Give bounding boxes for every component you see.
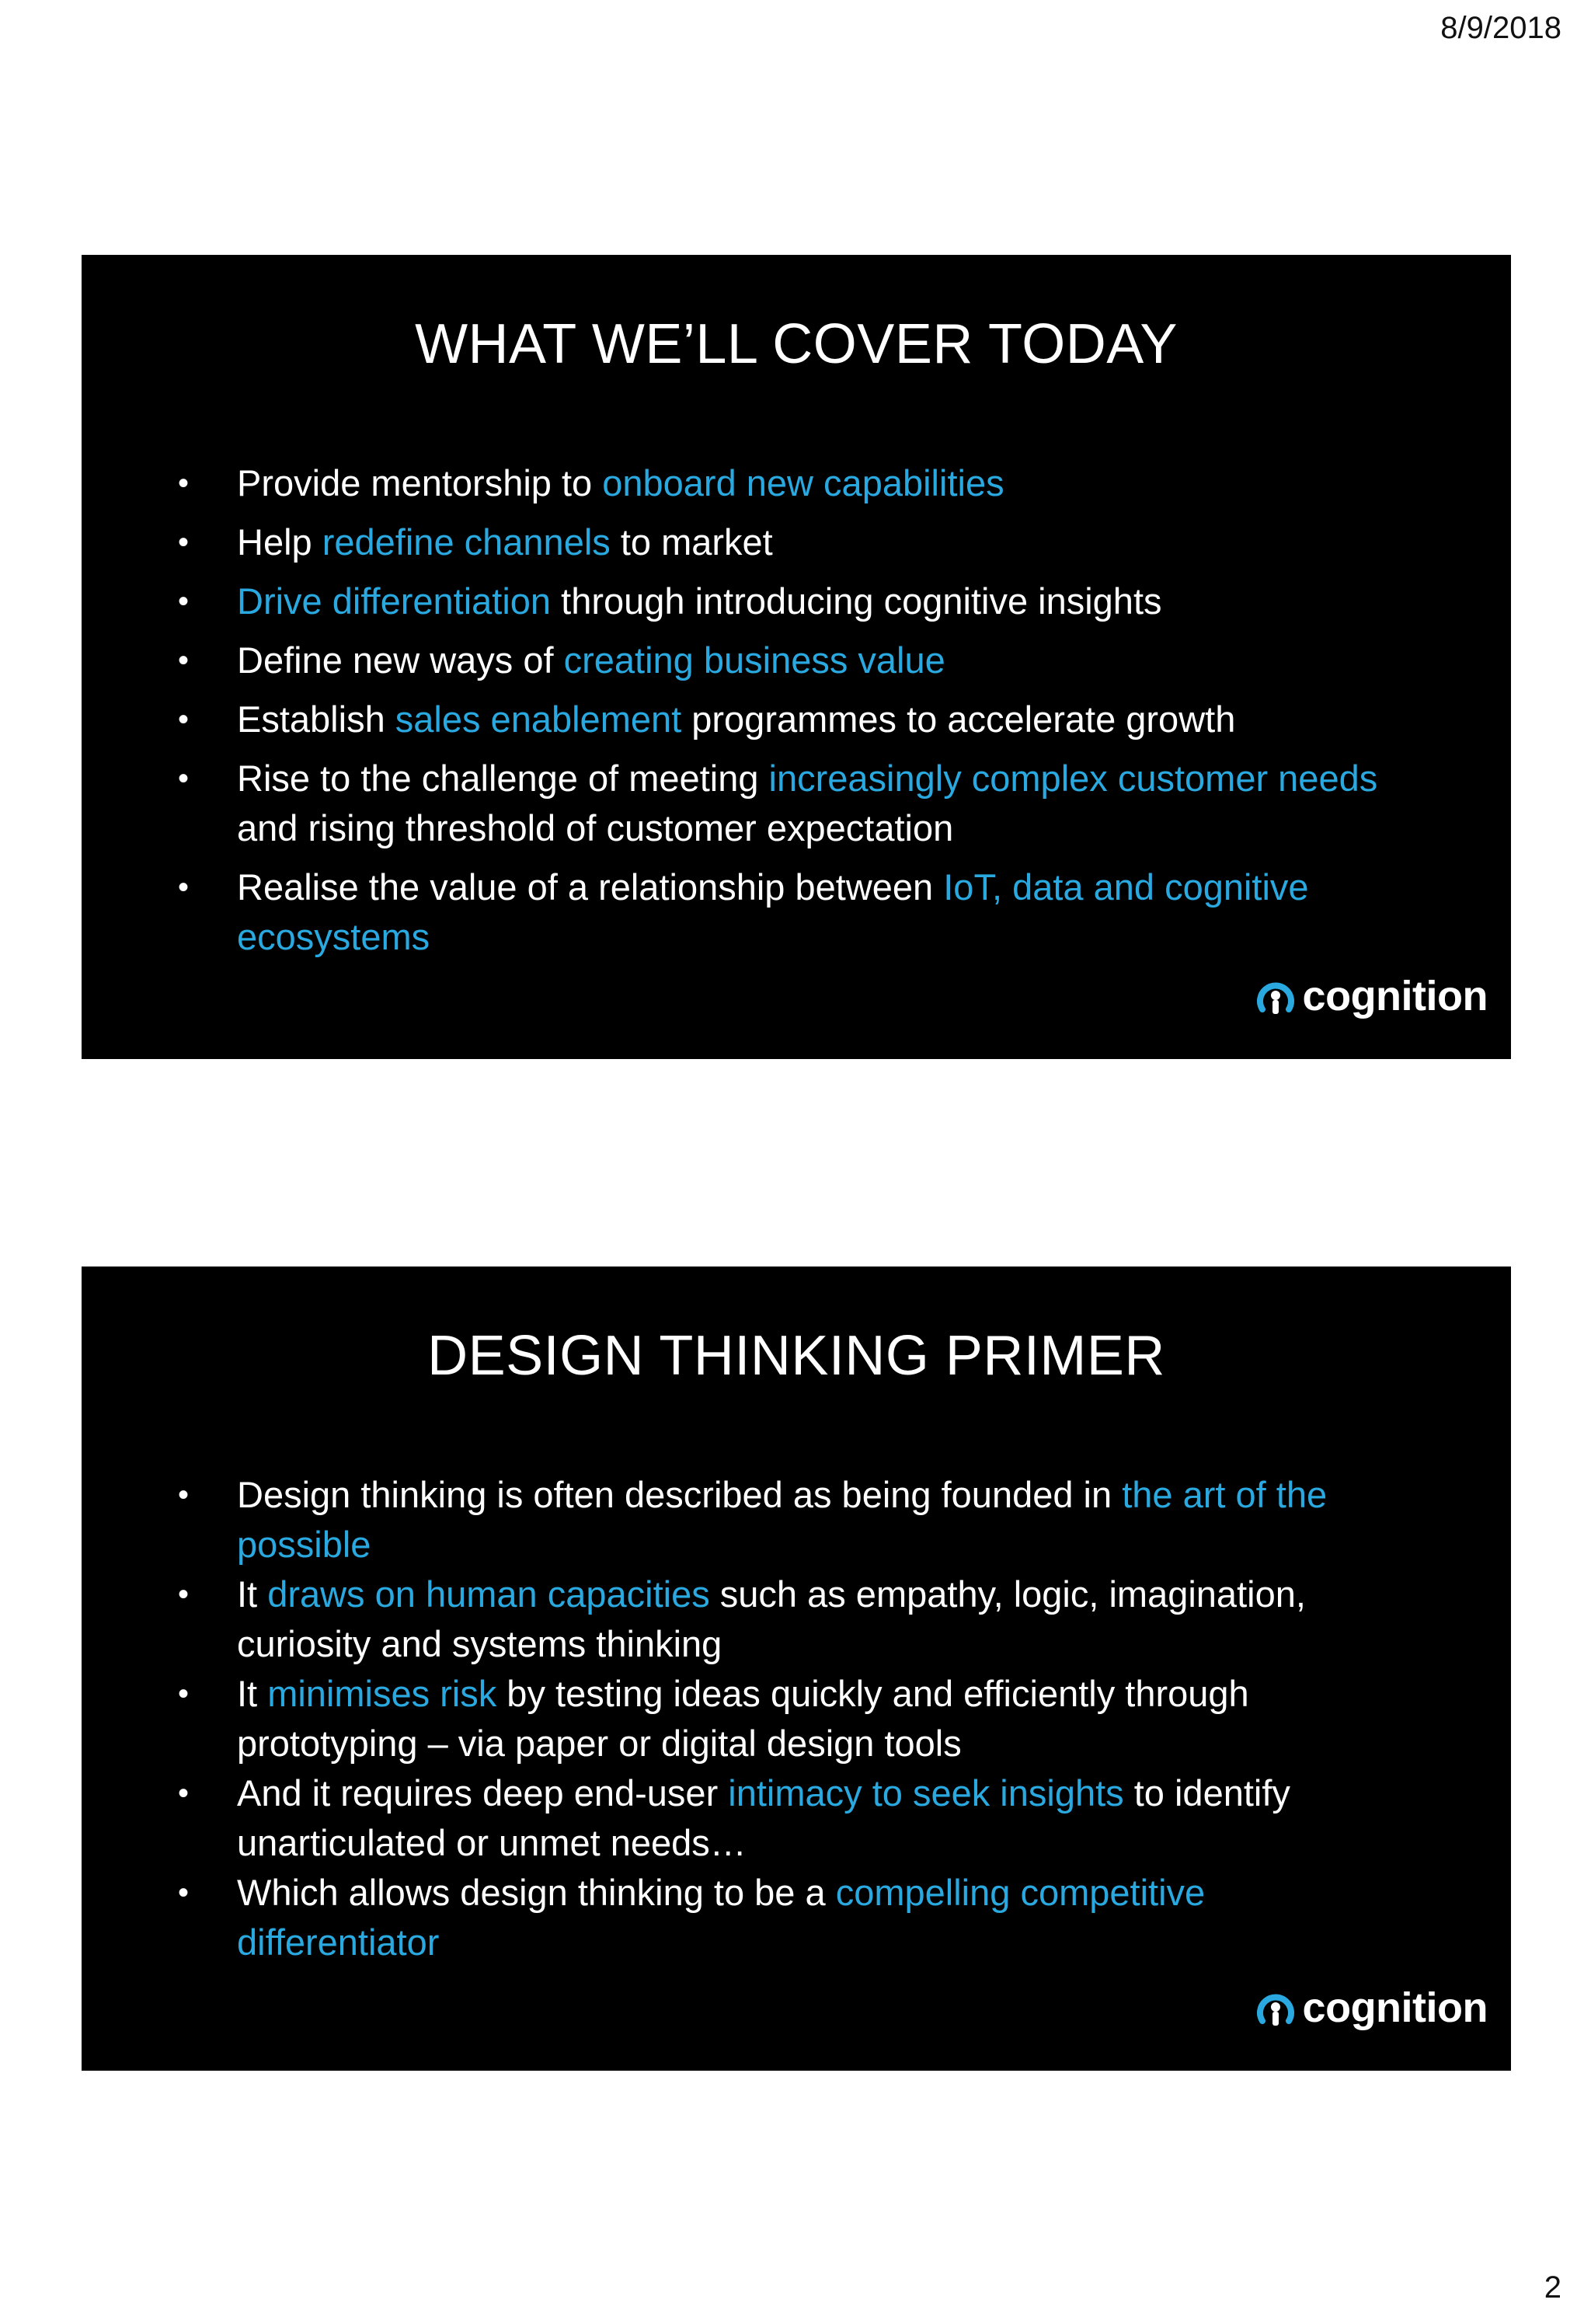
bullet-list [178, 458, 1402, 971]
bullet-text: through introducing cognitive insights [551, 580, 1162, 622]
slide-what-we-will-cover [82, 255, 1511, 1059]
page-date: 8/9/2018 [1440, 11, 1561, 45]
bullet-text: And it requires deep end-user [237, 1772, 729, 1814]
bullet-item [178, 695, 1402, 744]
bullet-text: Help [237, 521, 322, 563]
bullet-dot-icon: • [178, 466, 190, 500]
bullet-item [178, 754, 1402, 853]
highlighted-text: IoT, data and cognitive ecosystems [237, 866, 1309, 957]
bullet-dot-icon: • [178, 870, 190, 904]
bullet-dot-icon: • [178, 1876, 190, 1910]
highlighted-text: redefine channels [322, 521, 611, 563]
bullet-dot-icon: • [178, 761, 190, 796]
cognition-logo-icon [1256, 1987, 1295, 2029]
bullet-dot-icon: • [178, 1478, 190, 1512]
bullet-item [178, 636, 1402, 685]
highlighted-text: sales enablement [395, 699, 682, 740]
bullet-item [178, 1570, 1402, 1669]
logo-text: cognition [1302, 973, 1488, 1019]
bullet-item [178, 1768, 1402, 1868]
highlighted-text: intimacy to seek insights [728, 1772, 1124, 1814]
bullet-text: It [237, 1673, 268, 1714]
bullet-list [178, 1470, 1402, 1967]
bullet-dot-icon: • [178, 1677, 190, 1711]
bullet-dot-icon: • [178, 643, 190, 678]
bullet-text: to market [610, 521, 773, 563]
bullet-dot-icon: • [178, 1577, 190, 1611]
highlighted-text: increasingly complex customer needs [768, 758, 1378, 799]
bullet-text: by testing ideas quickly and efficiently through prototyping – via paper or digital design tools [237, 1673, 1249, 1764]
highlighted-text: the art of the possible [237, 1474, 1328, 1565]
bullet-item [178, 1669, 1402, 1768]
bullet-item [178, 862, 1402, 962]
highlighted-text: creating business value [563, 639, 945, 681]
bullet-dot-icon: • [178, 702, 190, 737]
slide-title: DESIGN THINKING PRIMER [427, 1325, 1165, 1387]
bullet-text: to identify unarticulated or unmet needs… [237, 1772, 1290, 1863]
bullet-text: and rising threshold of customer expectation [237, 807, 954, 848]
bullet-text: Realise the value of a relationship between [237, 866, 944, 908]
bullet-text: Rise to the challenge of meeting [237, 758, 769, 799]
bullet-item [178, 1470, 1402, 1570]
page-number: 2 [1544, 2270, 1561, 2305]
highlighted-text: Drive differentiation [237, 580, 552, 622]
slide-design-thinking-primer [82, 1267, 1511, 2071]
bullet-text: such as empathy, logic, imagination, curiosity and systems thinking [237, 1573, 1306, 1664]
highlighted-text: draws on human capacities [267, 1573, 710, 1615]
bullet-text: Establish [237, 699, 395, 740]
bullet-text: Design thinking is often described as being founded in [237, 1474, 1123, 1515]
bullet-text: Provide mentorship to [237, 462, 603, 503]
bullet-item [178, 1868, 1402, 1967]
bullet-text: Which allows design thinking to be a [237, 1872, 836, 1913]
cognition-logo-icon [1256, 975, 1295, 1017]
slide-title: WHAT WE’LL COVER TODAY [415, 313, 1178, 375]
highlighted-text: minimises risk [267, 1673, 497, 1714]
logo-text: cognition [1302, 1984, 1488, 2031]
bullet-dot-icon: • [178, 584, 190, 618]
bullet-text: Define new ways of [237, 639, 564, 681]
bullet-text: It [237, 1573, 268, 1615]
cognition-logo [1256, 972, 1488, 1020]
highlighted-text: onboard new capabilities [602, 462, 1004, 503]
bullet-dot-icon: • [178, 525, 190, 559]
bullet-item [178, 458, 1402, 508]
highlighted-text: compelling competitive differentiator [237, 1872, 1206, 1963]
bullet-item [178, 577, 1402, 626]
cognition-logo [1256, 1984, 1488, 2032]
bullet-text: programmes to accelerate growth [681, 699, 1236, 740]
bullet-item [178, 517, 1402, 567]
bullet-dot-icon: • [178, 1776, 190, 1810]
